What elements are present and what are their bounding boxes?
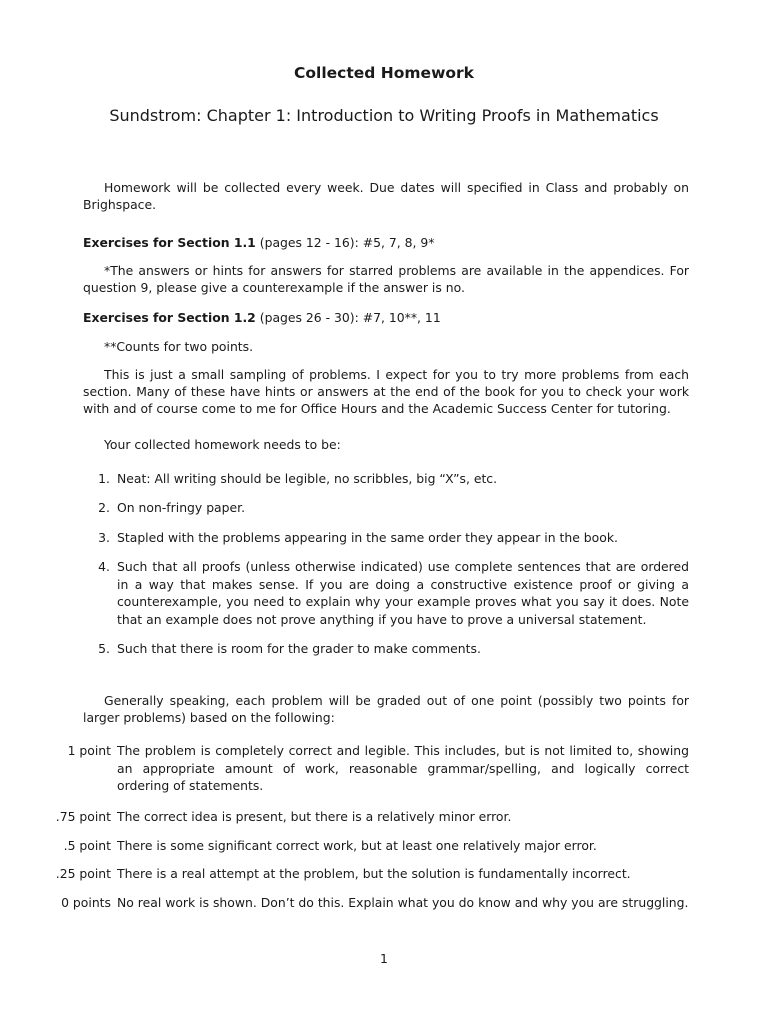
list-item-text: On non-fringy paper. [117,500,246,515]
grade-label: .5 point [63,838,111,853]
section-1-2-detail: (pages 26 - 30): #7, 10**, 11 [255,310,441,325]
page-number: 1 [380,951,388,966]
grade-label: 0 points [61,895,111,910]
page-title: Collected Homework [294,64,474,82]
section-1-1-detail: (pages 12 - 16): #5, 7, 8, 9* [255,235,435,250]
grade-description: The problem is completely correct and legible. This includes, but is not limited to, showing an appropriate amount of work, reasonable grammar/spelling, and logically correct ordering of statements. [117,743,689,793]
section-1-2-heading: Exercises for Section 1.2 [83,310,256,325]
intro-paragraph: Homework will be collected every week. Due dates will specified in Class and probably on Brighspace. [83,180,689,212]
grade-description: The correct idea is present, but there is a relatively minor error. [117,809,512,824]
grade-description: There is a real attempt at the problem, but the solution is fundamentally incorrect. [117,866,631,881]
list-item-text: Such that all proofs (unless otherwise indicated) use complete sentences that are ordered in a way that makes sense. If you are doing a constructive existence proof or giving a counterexample, you need to explain why your example proves what you say it does. Note that an example does not prove anything if you have to prove a universal statement. [117,559,689,627]
section-1-1-line [83,234,689,251]
list-item-number: 3. [98,530,110,545]
list-item-text: Neat: All writing should be legible, no scribbles, big “X”s, etc. [117,471,498,486]
page-subtitle: Sundstrom: Chapter 1: Introduction to Writing Proofs in Mathematics [109,106,659,125]
grade-label: .75 point [55,809,111,824]
grade-description: There is some significant correct work, but at least one relatively major error. [117,838,597,853]
list-item-number: 1. [98,471,110,486]
list-item-text: Stapled with the problems appearing in the same order they appear in the book. [117,530,618,545]
requirements-intro: Your collected homework needs to be: [104,437,341,452]
list-item-text: Such that there is room for the grader to make comments. [117,641,481,656]
starred-note: *The answers or hints for answers for starred problems are available in the appendices. For question 9, please give a counterexample if the answer is no. [83,263,689,295]
list-item-number: 5. [98,641,110,656]
list-item-number: 2. [98,500,110,515]
double-star-note: **Counts for two points. [104,339,254,354]
grade-description: No real work is shown. Don’t do this. Explain what you do know and why you are struggling. [117,895,689,910]
grade-label: 1 point [67,743,111,758]
grading-intro: Generally speaking, each problem will be graded out of one point (possibly two points for larger problems) based on the following: [83,693,689,725]
section-1-1-heading: Exercises for Section 1.1 [83,235,256,250]
list-item-number: 4. [98,559,110,574]
grade-label: .25 point [55,866,111,881]
sampling-note: This is just a small sampling of problems. I expect for you to try more problems from each section. Many of these have hints or answers at the end of the book for you to check your work with and of course come to me for Office Hours and the Academic Success Center for tutoring. [83,367,689,416]
section-1-2-line [83,309,689,326]
